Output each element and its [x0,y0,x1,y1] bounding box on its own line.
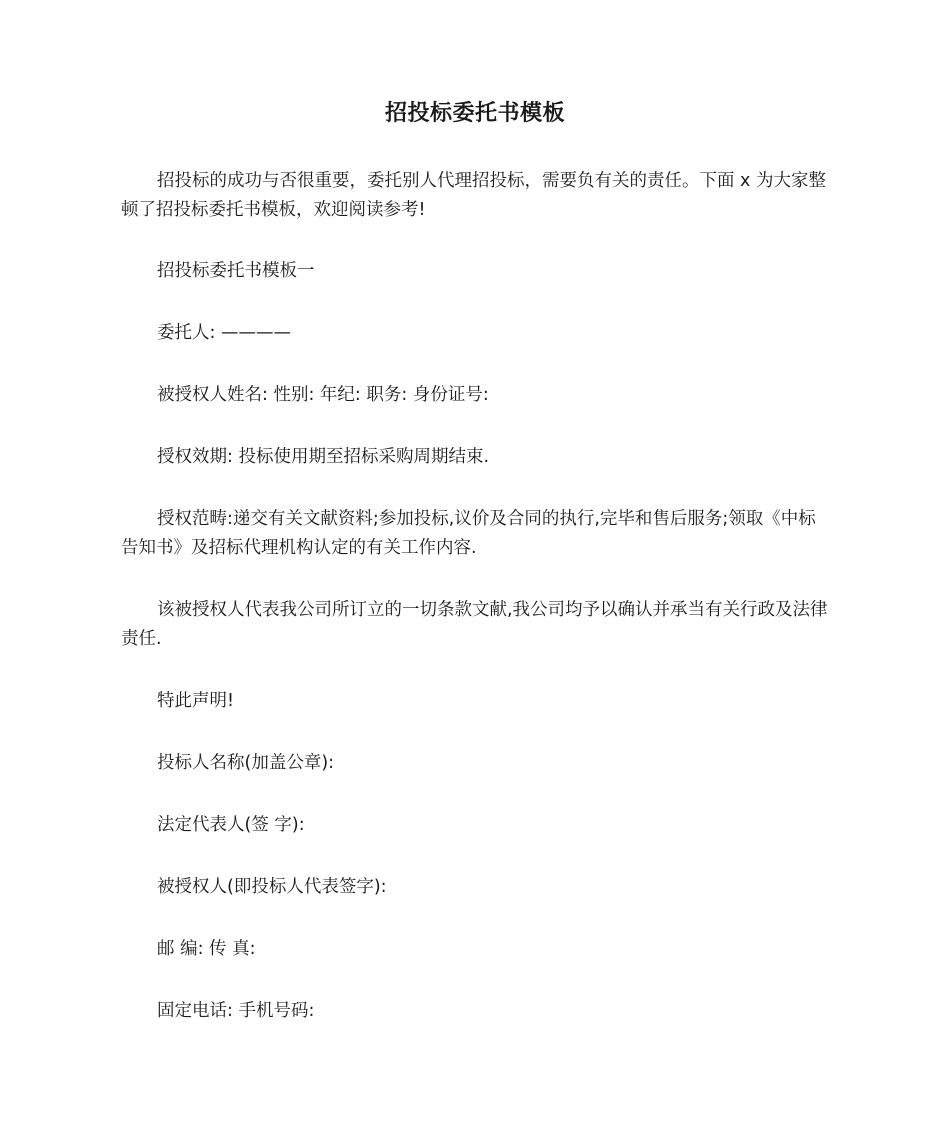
authorization-period-line: 授权效期: 投标使用期至招标采购周期结束. [157,447,490,467]
authorized-person-line: 被授权人姓名: 性别: 年纪: 职务: 身份证号: [157,385,489,405]
bidder-name-line: 投标人名称(加盖公章): [157,753,335,773]
legal-representative-line: 法定代表人(签 字): [157,815,305,835]
liability-paragraph: 该被授权人代表我公司所订立的一切条款文献,我公司均予以确认并承当有关行政及法律责任. [121,600,828,649]
intro-paragraph: 招投标的成功与否很重要，委托别人代理招投标，需要负有关的责任。下面 x 为大家整顿了招投标委托书模板，欢迎阅读参考! [121,171,826,220]
document-title: 招投标委托书模板 [384,101,565,126]
authorized-signature-line: 被授权人(即投标人代表签字): [157,877,387,897]
template-heading: 招投标委托书模板一 [157,261,315,281]
postcode-fax-line: 邮 编: 传 真: [157,939,256,959]
declaration-line: 特此声明! [157,691,235,711]
principal-line: 委托人: ———— [157,323,291,343]
authorization-scope-paragraph: 授权范畴:递交有关文献资料;参加投标,议价及合同的执行,完毕和售后服务;领取《中标告知书》及招标代理机构认定的有关工作内容. [121,509,816,558]
phone-line: 固定电话: 手机号码: [157,1001,315,1021]
